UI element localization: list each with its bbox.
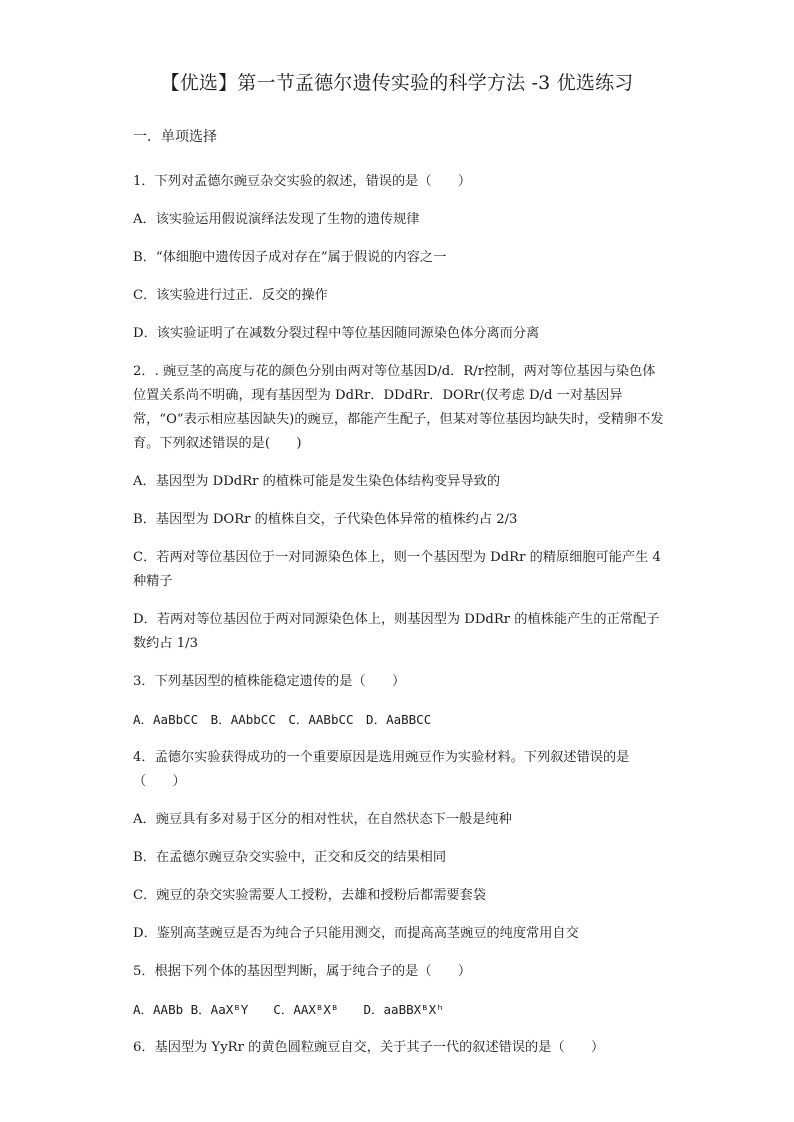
- page-title: 【优选】第一节孟德尔遗传实验的科学方法 -3 优选练习: [160, 72, 634, 94]
- question-stem: 3．下列基因型的植株能稳定遗传的是（ ）: [133, 674, 406, 689]
- question-2: [133, 360, 665, 656]
- question-6: [133, 1036, 665, 1060]
- question-stem: 5．根据下列个体的基因型判断，属于纯合子的是（ ）: [133, 964, 472, 979]
- option-a: A．该实验运用假说演绎法发现了生物的遗传规律: [133, 212, 420, 227]
- option-d: D．鉴别高茎豌豆是否为纯合子只能用测交，而提高高茎豌豆的纯度常用自交: [133, 926, 579, 941]
- question-stem: 2．. 豌豆茎的高度与花的颜色分别由两对等位基因D/d．R/r控制，两对等位基因与染色体位置关系尚不明确，现有基因型为 DdRr．DDdRr．DORr(仅考虑 D/d 一对基因异常，“O”表示相应基因缺失)的豌豆，都能产生配子，但某对等位基因均缺失时，受精卵不发育。下列叙述错误的是( ): [133, 364, 664, 451]
- option-c: C．该实验进行过正．反交的操作: [133, 288, 328, 303]
- option-b: B．基因型为 DORr 的植株自交，子代染色体异常的植株约占 2/3: [133, 512, 518, 527]
- option-d: D．若两对等位基因位于两对同源染色体上，则基因型为 DDdRr 的植株能产生的正常配子数约占 1/3: [133, 612, 660, 651]
- question-1: [133, 170, 665, 346]
- question-list: [133, 170, 665, 1060]
- option-row: A．AaBbCC B．AAbbCC C．AABbCC D．AaBBCC: [133, 712, 432, 727]
- question-stem: 6．基因型为 YyRr 的黄色圆粒豌豆自交，关于其子一代的叙述错误的是（ ）: [133, 1040, 605, 1055]
- option-c: C．若两对等位基因位于一对同源染色体上，则一个基因型为 DdRr 的精原细胞可能产生 4 种精子: [133, 550, 661, 589]
- option-b: B．在孟德尔豌豆杂交实验中，正交和反交的结果相同: [133, 850, 447, 865]
- option-b: B．“体细胞中遗传因子成对存在”属于假说的内容之一: [133, 250, 447, 265]
- section-heading: 一．单项选择: [133, 129, 217, 145]
- question-stem: 4．孟德尔实验获得成功的一个重要原因是选用豌豆作为实验材料。下列叙述错误的是（ ）: [133, 750, 630, 789]
- question-4: [133, 746, 665, 946]
- option-c: C．豌豆的杂交实验需要人工授粉，去雄和授粉后都需要套袋: [133, 888, 486, 903]
- option-d: D．该实验证明了在减数分裂过程中等位基因随同源染色体分离而分离: [133, 326, 540, 341]
- option-a: A．豌豆具有多对易于区分的相对性状，在自然状态下一般是纯种: [133, 812, 512, 827]
- question-stem: 1．下列对孟德尔豌豆杂交实验的叙述，错误的是（ ）: [133, 174, 472, 189]
- question-3: [133, 670, 665, 732]
- option-a: A．基因型为 DDdRr 的植株可能是发生染色体结构变异导致的: [133, 474, 501, 489]
- option-row: A．AABb B．AaXᴮY C．AAXᴮXᴮ D．aaBBXᴮXʰ: [133, 1002, 444, 1017]
- question-5: [133, 960, 665, 1022]
